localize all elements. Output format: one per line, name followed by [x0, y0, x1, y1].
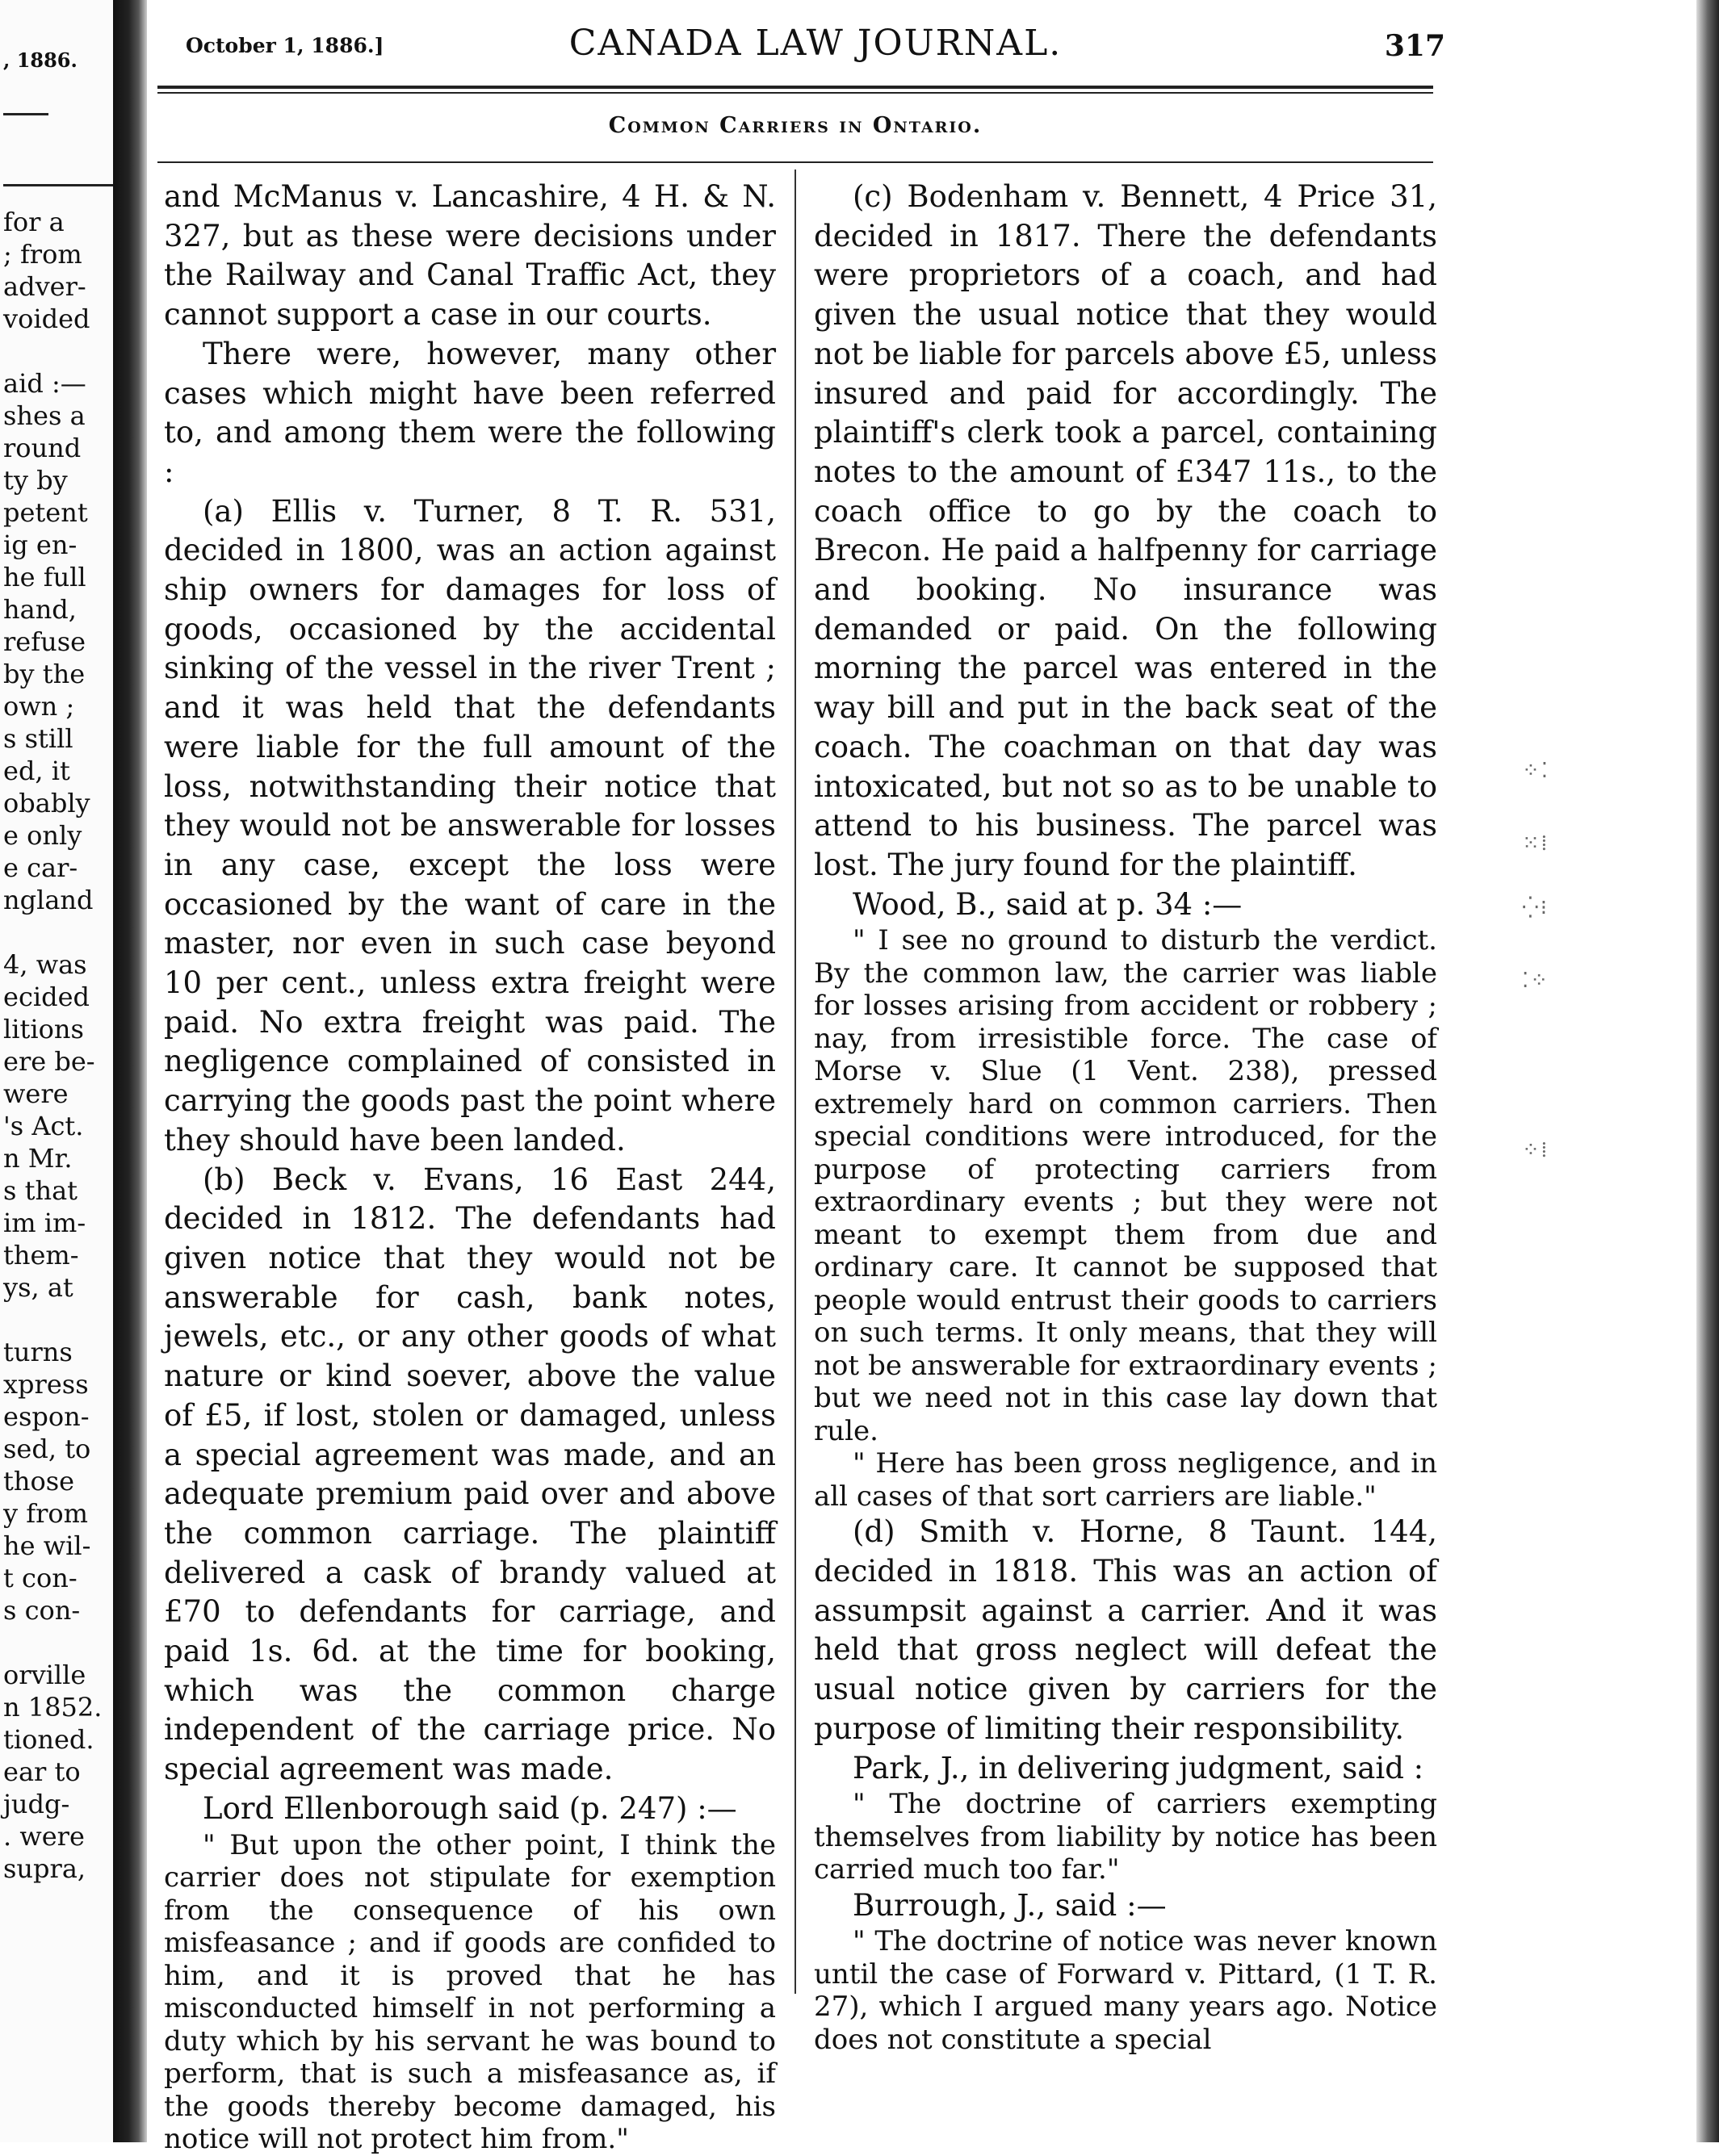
- previous-page-fragment: espon-: [3, 1401, 90, 1432]
- page-number: 317: [1384, 29, 1445, 63]
- previous-page-fragment: ear to: [3, 1756, 81, 1787]
- page-edge-shadow: [1696, 0, 1719, 2142]
- previous-page-fragment: ys, at: [3, 1272, 73, 1303]
- previous-page-fragment: s that: [3, 1175, 78, 1206]
- section-title: Common Carriers in Ontario.: [608, 113, 983, 138]
- previous-page-rule: [3, 113, 48, 115]
- scan-speckle: ⁘⁞: [1522, 1138, 1549, 1162]
- left-column: [164, 178, 776, 2156]
- previous-page-fragment: [3, 335, 102, 367]
- previous-page-fragment: e only: [3, 820, 82, 851]
- previous-page-fragment: own ;: [3, 691, 75, 722]
- scan-speckle: ⁚⁘: [1522, 969, 1550, 993]
- previous-page-fragment: ed, it: [3, 756, 70, 786]
- previous-page-fragment: round: [3, 433, 82, 463]
- previous-page-fragment: tioned.: [3, 1724, 94, 1755]
- previous-page-fragment: ty by: [3, 465, 68, 496]
- previous-page-fragment: [3, 1626, 102, 1659]
- header-rule: [157, 92, 1433, 94]
- previous-page-fragment: n Mr.: [3, 1143, 73, 1174]
- previous-page-fragment: t con-: [3, 1563, 78, 1593]
- previous-page-fragment: hand,: [3, 594, 77, 625]
- previous-page-fragment: s con-: [3, 1595, 81, 1626]
- right-column: [814, 178, 1437, 2056]
- previous-page-fragment: aid :—: [3, 368, 86, 399]
- previous-page-fragment: [3, 1304, 102, 1336]
- previous-page-rule: [3, 184, 113, 186]
- quotation: " I see no ground to disturb the verdict. By the common law, the carrier was liable for losses arising from accident or robbery ; nay, from irresistible force. The case of Morse v. Slue (1 Vent. 238), pressed extremely hard on common carriers. Then special conditions were introduced, for the purpose of protecting carriers from extraordinary events ; but they were not meant to exempt them from due and ordinary care. It cannot be supposed that people would entrust their goods to carriers on such terms. It only means, that they will not be answerable for extraordinary events ; but we need not in this case lay down that rule.: [814, 924, 1437, 1447]
- paragraph: Lord Ellenborough said (p. 247) :—: [203, 1790, 737, 1826]
- previous-page-fragment: im im-: [3, 1208, 86, 1238]
- previous-page-fragment: ecided: [3, 982, 90, 1012]
- previous-page-fragment: xpress: [3, 1369, 89, 1400]
- previous-page-fragment: [3, 916, 102, 948]
- case-paragraph: (d) Smith v. Horne, 8 Taunt. 144, decided in 1818. This was an action of assumpsit against a carrier. And it was held that gross neglect will defeat the usual notice given by carriers for the purpose of limiting their responsibility.: [814, 1514, 1437, 1746]
- previous-page-fragment: were: [3, 1078, 69, 1109]
- previous-page-fragment: he full: [3, 562, 86, 592]
- previous-page-fragment: 's Act.: [3, 1111, 84, 1141]
- previous-page-fragment: ere be-: [3, 1046, 95, 1077]
- quotation: " Here has been gross negligence, and in all cases of that sort carriers are liable.": [814, 1447, 1437, 1513]
- paragraph: Burrough, J., said :—: [853, 1887, 1167, 1923]
- previous-page-fragment: those: [3, 1466, 75, 1497]
- previous-page-fragment: s still: [3, 723, 73, 754]
- previous-page-fragment: orville: [3, 1660, 86, 1690]
- section-rule: [157, 161, 1433, 163]
- previous-page-fragment: ; from: [3, 239, 82, 270]
- quotation: " The doctrine of carriers exempting themselves from liability by notice has been carried much too far.": [814, 1788, 1437, 1886]
- previous-page-fragment: shes a: [3, 400, 86, 431]
- previous-page-header: , 1886.: [3, 48, 78, 72]
- previous-page-fragment: for a: [3, 207, 65, 237]
- previous-page-fragment: adver-: [3, 271, 86, 302]
- previous-page-fragment: ig en-: [3, 530, 78, 560]
- previous-page-fragment: he wil-: [3, 1530, 91, 1561]
- paragraph: There were, however, many other cases which might have been referred to, and among them were the following :: [164, 336, 776, 489]
- previous-page-fragment: judg-: [3, 1789, 70, 1819]
- header-rule: [157, 86, 1433, 89]
- previous-page-fragment: obably: [3, 788, 90, 818]
- scan-speckle: ⁛⁝: [1522, 896, 1549, 920]
- paragraph: Wood, B., said at p. 34 :—: [853, 886, 1243, 922]
- previous-page-fragment: supra,: [3, 1853, 86, 1884]
- case-paragraph: (a) Ellis v. Turner, 8 T. R. 531, decided in 1800, was an action against ship owners for damages for loss of goods, occasioned by the accidental sinking of the vessel in the river Trent ; and it was held that the defendants were liable for the full amount of the loss, notwithstanding their notice that they would not be answerable for losses in any case, except the loss were occasioned by the want of care in the master, nor even in such case beyond 10 per cent., unless extra freight were paid. No extra freight was paid. The negligence complained of consisted in carrying the goods past the point where they should have been landed.: [164, 493, 776, 1158]
- previous-page-fragment: . were: [3, 1821, 85, 1852]
- issue-date: October 1, 1886.]: [186, 34, 384, 57]
- previous-page-fragment: refuse: [3, 626, 86, 657]
- case-paragraph: (b) Beck v. Evans, 16 East 244, decided in 1812. The defendants had given notice that they would not be answerable for cash, bank notes, jewels, etc., or any other goods of what nature or kind soever, above the value of £5, if lost, stolen or damaged, unless a special agreement was made, and an adequate premium paid over and above the common carriage. The plaintiff delivered a cask of brandy valued at £70 to defendants for carriage, and paid 1s. 6d. at the time for booking, which was the common charge independent of the carriage price. No special agreement was made.: [164, 1162, 776, 1787]
- previous-page-fragment: turns: [3, 1337, 73, 1367]
- previous-page-fragment: petent: [3, 497, 88, 528]
- previous-page-fragment: by the: [3, 659, 86, 689]
- case-paragraph: (c) Bodenham v. Bennett, 4 Price 31, decided in 1817. There the defendants were proprietors of a coach, and had given the usual notice that they would not be liable for parcels above £5, unless insured and paid for accordingly. The plaintiff's clerk took a parcel, containing notes to the amount of £347 11s., to the coach office to go by the coach to Brecon. He paid a halfpenny for carriage and booking. No insurance was demanded or paid. On the following morning the parcel was entered in the way bill and put in the back seat of the coach. The coachman on that day was intoxicated, but not so as to be unable to attend to his business. The parcel was lost. The jury found for the plaintiff.: [814, 179, 1437, 882]
- previous-page-fragment: e car-: [3, 852, 78, 883]
- previous-page-fragment: voided: [3, 304, 90, 334]
- previous-page-fragment: n 1852.: [3, 1692, 103, 1723]
- column-rule: [795, 170, 796, 1994]
- previous-page-fragment: ngland: [3, 885, 94, 915]
- previous-page-fragment: sed, to: [3, 1434, 91, 1464]
- scan-speckle: ⁙⁞: [1522, 831, 1549, 856]
- previous-page-fragment: them-: [3, 1240, 79, 1271]
- previous-page-fragment: y from: [3, 1498, 88, 1529]
- running-header: [186, 23, 1445, 79]
- paragraph: and McManus v. Lancashire, 4 H. & N. 327, but as these were decisions under the Railway and Canal Traffic Act, they cannot support a case in our courts.: [164, 179, 776, 333]
- paragraph: Park, J., in delivering judgment, said :: [853, 1750, 1424, 1786]
- previous-page-fragments: [3, 206, 102, 1885]
- binding-shadow: [113, 0, 147, 2142]
- scan-speckle: ⁘⁚: [1522, 759, 1550, 783]
- previous-page-fragment: litions: [3, 1014, 84, 1045]
- journal-title: CANADA LAW JOURNAL.: [568, 23, 1063, 64]
- quotation: " The doctrine of notice was never known until the case of Forward v. Pittard, (1 T. R. 27), which I argued many years ago. Notice does not constitute a special: [814, 1925, 1437, 2056]
- previous-page-margin: [0, 0, 121, 2142]
- quotation: " But upon the other point, I think the carrier does not stipulate for exemption from the consequence of his own misfeasance ; and if goods are confided to him, and it is proved that he has misconducted himself in not performing a duty which by his servant he was bound to perform, that is such a misfeasance as, if the goods thereby become damaged, his notice will not protect him from.": [164, 1828, 776, 2156]
- previous-page-fragment: 4, was: [3, 949, 87, 980]
